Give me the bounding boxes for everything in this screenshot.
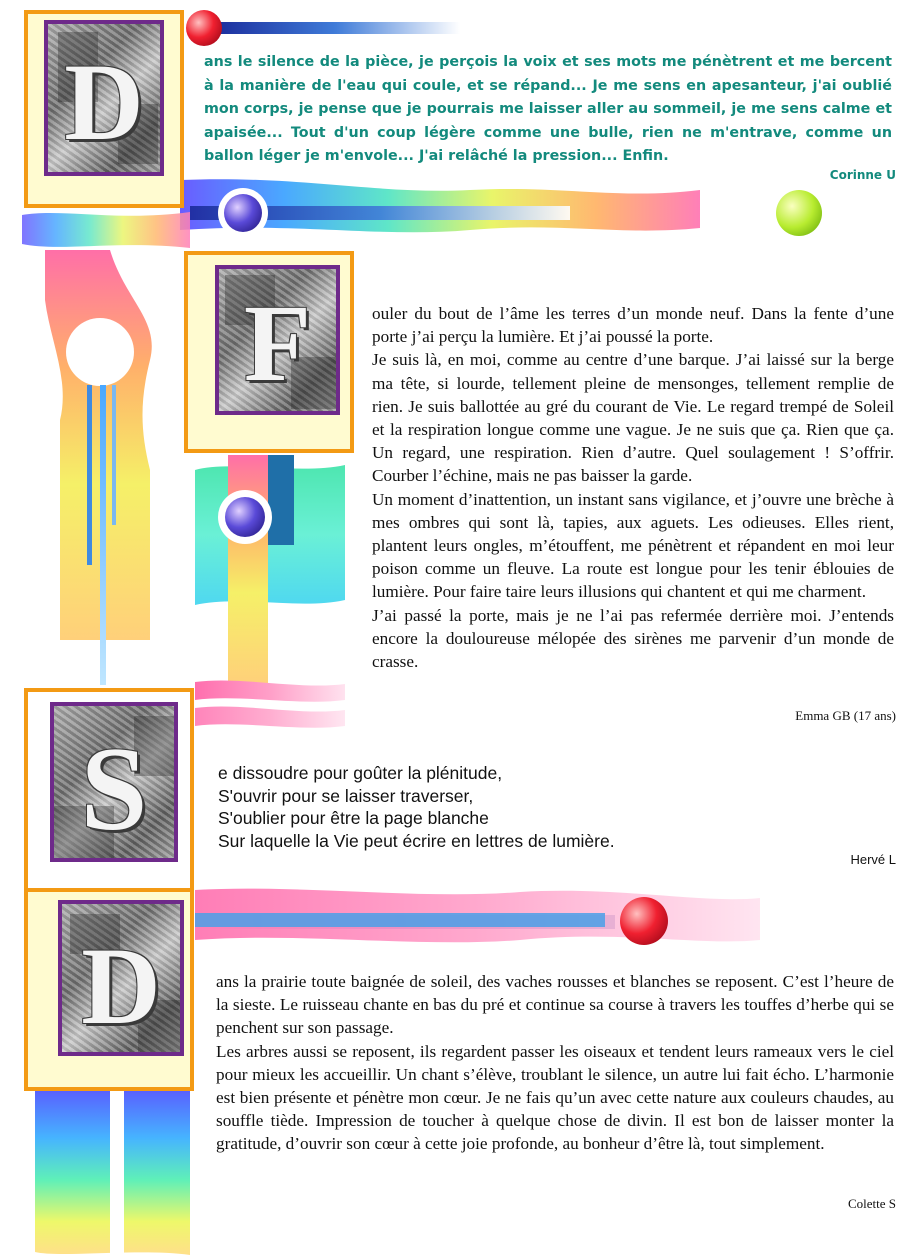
poem-line: S'oublier pour être la page blanche [218, 808, 489, 828]
drop-cap-letter: D [64, 41, 144, 163]
poem-line: e dissoudre pour goûter la plénitude, [218, 763, 503, 783]
section4-text [216, 970, 894, 1156]
drop-cap-image-2 [215, 265, 340, 415]
section1-text: ans le silence de la pièce, je perçois la voix et ses mots me pénètrent et me bercent à la manière de l'eau qui coule, et se répand... Je me sens en apesanteur, j'ai oublié mon corps, je pense que je pourrais me laisser aller au sommeil, je me sens calme et apaisée... Tout d'un coup légère comme une bulle, rien ne m'entrave, comme un ballon léger je m'envole... J'ai relâché la pression... Enfin. [204, 54, 892, 164]
drop-cap-letter: S [80, 722, 148, 855]
drop-cap-letter: D [81, 925, 161, 1047]
section2-paragraph: J’ai passé la porte, mais je ne l’ai pas refermée derrière moi. J’entends encore la douloureuse mélopée des sirènes me parvenir d’un monde de crasse. [372, 605, 894, 672]
drop-cap-image-1 [44, 20, 164, 176]
green-ball [776, 190, 822, 236]
drop-cap-letter: F [243, 282, 312, 404]
section3-author: Hervé L [850, 852, 896, 867]
section2-text [372, 302, 894, 673]
section2-paragraph: ouler du bout de l’âme les terres d’un monde neuf. Dans la fente d’une porte j’ai perçu la lumière. Et j’ai poussé la porte. [372, 304, 894, 347]
section4-author: Colette S [847, 1196, 896, 1211]
section4-paragraph: ans la prairie toute baignée de soleil, des vaches rousses et blanches se reposent. C’est l’heure de la sieste. Le ruisseau chante en bas du pré et continue sa course à travers les touffes d’herbe qui se penchent sur son passage. [216, 972, 894, 1038]
poem-line: Sur laquelle la Vie peut écrire en lettres de lumière. [218, 830, 615, 851]
section1-author: Corinne U [829, 168, 896, 182]
drop-cap-image-4 [58, 900, 184, 1056]
section2-author: Emma GB (17 ans) [795, 708, 896, 723]
poem-line: S'ouvrir pour se laisser traverser, [218, 785, 474, 806]
drop-cap-image-3 [50, 702, 178, 862]
section2-paragraph: Je suis là, en moi, comme au centre d’une barque. J’ai laissé sur la berge ma tête, si lourde, tellement pleine de mensonges, tellement remplie de rien. Je suis ballottée au gré du courant de Vie. Le regard trempé de Soleil et la respiration longue comme une vague. Je ne suis que ça. Rien que ça. Un regard, une respiration. Rien d’autre. Quel soulagement ! S’offrir. Courber l’échine, mais ne pas baisser la garde. [372, 350, 894, 486]
section3-poem [218, 762, 818, 852]
section2-paragraph: Un moment d’inattention, un instant sans vigilance, et j’ouvre une brèche à mes ombres qui sont là, tapies, aux aguets. Les odieuses. Elles rient, plantent leurs ongles, m’étouffent, me pénètrent et répandent en moi leur poison comme un fleuve. La route est longue pour les tenir éblouies de lumière. Pour faire taire leurs illusions qui chantent et qui me charment. [372, 489, 894, 602]
blue-ball-middle [225, 497, 265, 537]
red-ball-bottom [620, 897, 668, 945]
red-ball-top [186, 10, 222, 46]
blue-ball-top [224, 194, 262, 232]
section4-paragraph: Les arbres aussi se reposent, ils regardent passer les oiseaux et tendent leurs rameaux vers le ciel pour mieux les accueillir. Un chant s’élève, troublant le silence, un autre lui fait écho. L’harmonie est bien présente et pénètre mon cœur. Je ne fais qu’un avec cette nature aux couleurs chaudes, au souffle tiède. Impression de toucher à quelque chose de divin. Il est bon de laisser monter la gratitude, d’ouvrir son cœur à cette joie profonde, au bonheur d’être là, tout simplement. [216, 1041, 894, 1154]
